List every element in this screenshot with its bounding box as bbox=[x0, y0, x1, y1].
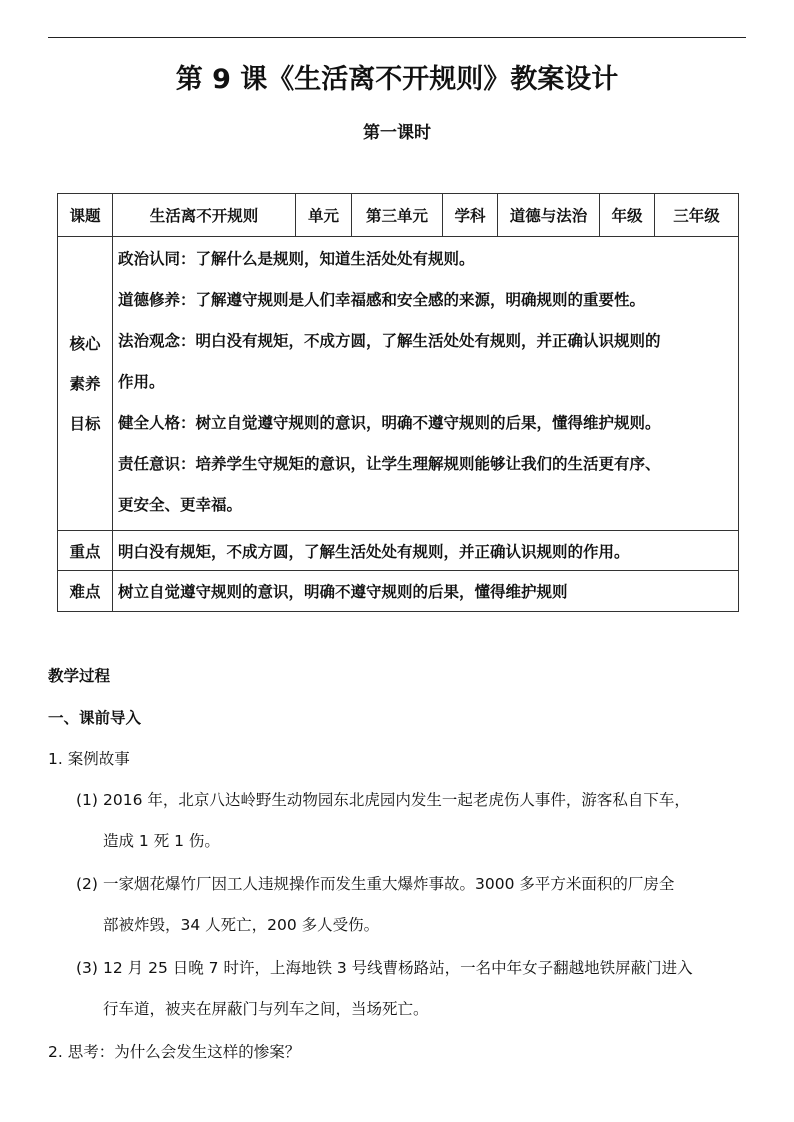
key-point-text: 明白没有规矩，不成方圆，了解生活处处有规则，并正确认识规则的作用。 bbox=[113, 531, 739, 571]
key-point-label: 重点 bbox=[58, 531, 113, 571]
case-item-3 bbox=[76, 948, 748, 1030]
case-text-line: 12 月 25 日晚 7 时许，上海地铁 3 号线曹杨路站，一名中年女子翻越地铁屏蔽门进入 bbox=[103, 959, 693, 977]
case-item-2 bbox=[76, 864, 748, 946]
goal-line: 责任意识：培养学生守规矩的意识，让学生理解规则能够让我们的生活更有序、 bbox=[118, 455, 661, 473]
goal-line: 政治认同：了解什么是规则，知道生活处处有规则。 bbox=[118, 250, 475, 268]
goal-line: 健全人格：树立自觉遵守规则的意识，明确不遵守规则的后果，懂得维护规则。 bbox=[118, 414, 661, 432]
goal-line: 更安全、更幸福。 bbox=[118, 496, 243, 514]
core-label-line: 核心 bbox=[69, 334, 101, 353]
case-text-line: 部被炸毁，34 人死亡，200 多人受伤。 bbox=[103, 916, 380, 934]
topic-value: 生活离不开规则 bbox=[113, 194, 296, 237]
case-item-1 bbox=[76, 780, 748, 862]
document-subtitle: 第一课时 bbox=[363, 123, 431, 143]
case-number: (3) bbox=[76, 959, 98, 977]
core-label-line: 素养 bbox=[69, 374, 101, 393]
core-goals-content bbox=[113, 237, 739, 531]
goal-line: 法治观念：明白没有规矩，不成方圆，了解生活处处有规则，并正确认识规则的 bbox=[118, 332, 661, 350]
grade-value: 三年级 bbox=[655, 194, 739, 237]
difficult-point-text: 树立自觉遵守规则的意识，明确不遵守规则的后果，懂得维护规则 bbox=[113, 571, 739, 612]
case-text-line: 一家烟花爆竹厂因工人违规操作而发生重大爆炸事故。3000 多平方米面积的厂房全 bbox=[103, 875, 675, 893]
unit-value: 第三单元 bbox=[352, 194, 443, 237]
table-header-row bbox=[58, 194, 739, 237]
section-intro-heading: 一、课前导入 bbox=[48, 709, 142, 727]
case-number: (2) bbox=[76, 875, 98, 893]
key-point-row bbox=[58, 531, 739, 571]
subject-value: 道德与法治 bbox=[498, 194, 600, 237]
goal-line: 作用。 bbox=[118, 373, 165, 391]
case-text-line: 行车道，被夹在屏蔽门与列车之间，当场死亡。 bbox=[103, 1000, 429, 1018]
document-title: 第 9 课《生活离不开规则》教案设计 bbox=[175, 64, 619, 95]
unit-label: 单元 bbox=[296, 194, 352, 237]
difficult-point-label: 难点 bbox=[58, 571, 113, 612]
grade-label: 年级 bbox=[600, 194, 655, 237]
case-stories-item: 1. 案例故事 bbox=[48, 750, 130, 768]
goal-line: 道德修养：了解遵守规则是人们幸福感和安全感的来源，明确规则的重要性。 bbox=[118, 291, 646, 309]
thinking-question-item: 2. 思考：为什么会发生这样的惨案？ bbox=[48, 1043, 301, 1061]
core-label-line: 目标 bbox=[69, 414, 101, 433]
case-text-line: 造成 1 死 1 伤。 bbox=[103, 832, 220, 850]
case-number: (1) bbox=[76, 791, 98, 809]
header-rule bbox=[48, 37, 746, 38]
process-heading: 教学过程 bbox=[48, 667, 111, 685]
topic-label: 课题 bbox=[58, 194, 113, 237]
core-goals-row bbox=[58, 237, 739, 531]
difficult-point-row bbox=[58, 571, 739, 612]
core-goals-label bbox=[58, 237, 113, 531]
subject-label: 学科 bbox=[443, 194, 498, 237]
lesson-info-table bbox=[57, 193, 739, 612]
case-text-line: 2016 年，北京八达岭野生动物园东北虎园内发生一起老虎伤人事件，游客私自下车， bbox=[103, 791, 690, 809]
